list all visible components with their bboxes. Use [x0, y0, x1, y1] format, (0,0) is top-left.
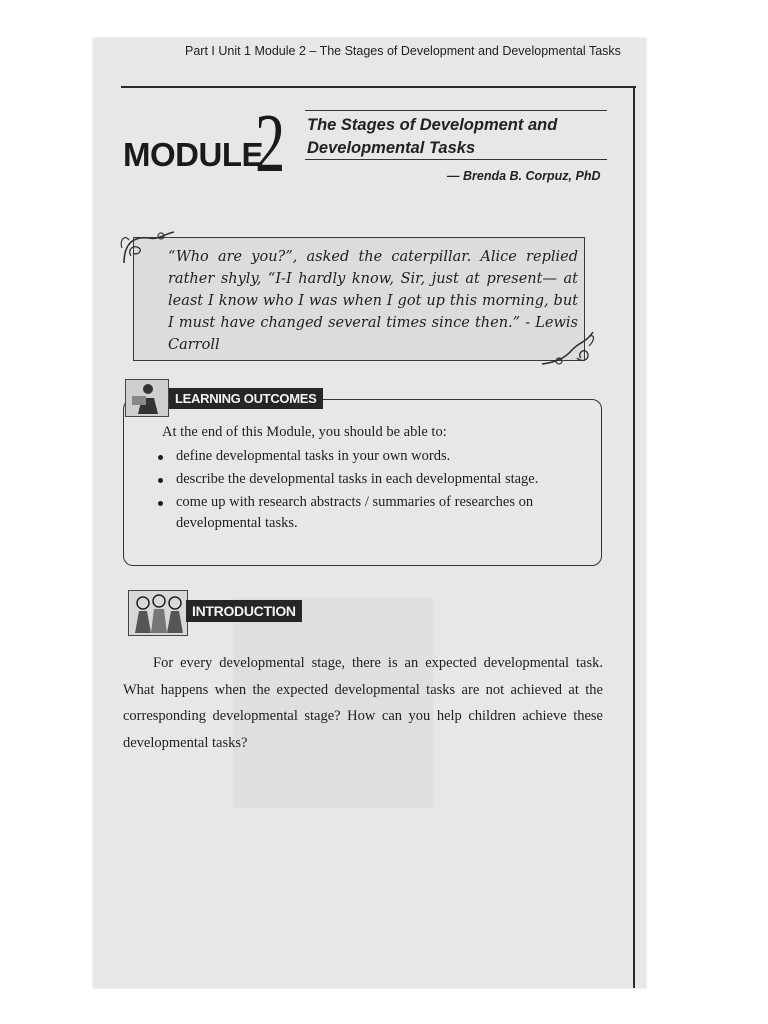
- module-author: — Brenda B. Corpuz, PhD: [447, 169, 601, 183]
- children-group-icon: [128, 590, 188, 636]
- module-number: 2: [255, 97, 286, 190]
- list-item: define developmental tasks in your own words.: [156, 446, 596, 467]
- title-rule-top: [305, 110, 607, 111]
- frame-right-rule: [633, 86, 635, 988]
- book-page: [93, 38, 646, 988]
- learning-outcomes-intro: At the end of this Module, you should be able to:: [162, 424, 447, 440]
- learning-outcomes-list: [156, 446, 596, 536]
- floral-swirl-icon: [537, 328, 597, 368]
- frame-top-rule: [121, 86, 636, 88]
- introduction-heading: INTRODUCTION: [186, 600, 302, 622]
- title-rule-bottom: [305, 159, 607, 160]
- quote-box: [133, 237, 585, 361]
- running-head: Part I Unit 1 Module 2 – The Stages of Development and Developmental Tasks: [185, 44, 621, 58]
- quote-text: “Who are you?”, asked the caterpillar. Alice replied rather shyly, “I-I hardly know, Sir, just at present— at least I know who I was when I got up this morning, but I must have changed several times since then.” - Lewis Carroll: [168, 249, 578, 353]
- list-item: describe the developmental tasks in each developmental stage.: [156, 469, 596, 490]
- module-label: MODULE: [123, 136, 263, 173]
- learning-outcomes-box: [123, 399, 602, 566]
- list-item: come up with research abstracts / summaries of researches on developmental tasks.: [156, 492, 596, 534]
- module-title-line-2: Developmental Tasks: [307, 139, 476, 157]
- reading-figure-icon: [125, 379, 169, 417]
- learning-outcomes-heading: LEARNING OUTCOMES: [169, 388, 323, 409]
- floral-swirl-icon: [119, 228, 179, 268]
- module-title-line-1: The Stages of Development and: [307, 116, 558, 134]
- introduction-paragraph: For every developmental stage, there is an expected developmental task. What happens when the expected developmental tasks are not achieved at the corresponding developmental stage? How can you help children achieve these developmental tasks?: [123, 655, 603, 751]
